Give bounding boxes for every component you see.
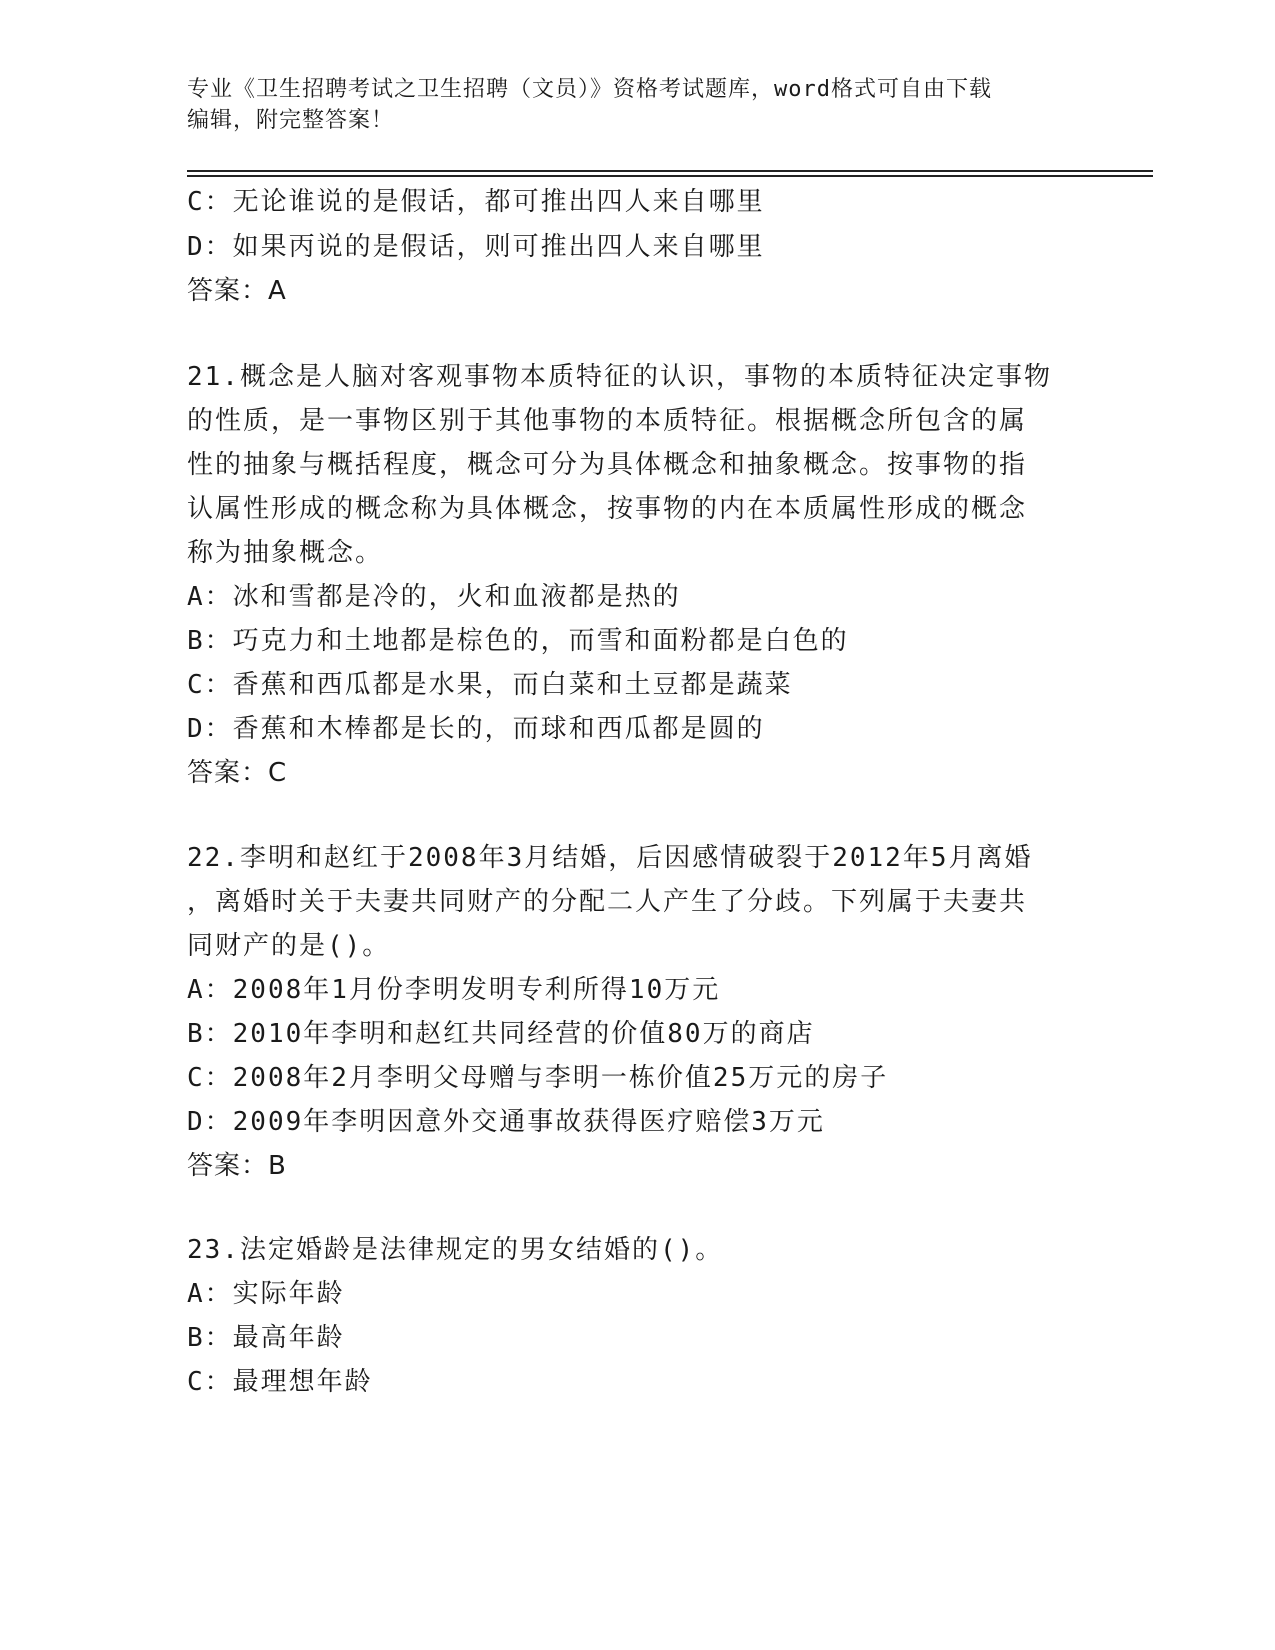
q21-option-c: C：香蕉和西瓜都是水果，而白菜和土豆都是蔬菜 <box>187 670 793 700</box>
q21-stem-line-3: 性的抽象与概括程度，概念可分为具体概念和抽象概念。按事物的指 <box>187 450 1028 480</box>
q21-answer: 答案：C <box>187 758 288 788</box>
q22-option-a: A：2008年1月份李明发明专利所得10万元 <box>187 975 721 1005</box>
q23-stem: 23.法定婚龄是法律规定的男女结婚的()。 <box>187 1235 724 1265</box>
q20-option-d: D：如果丙说的是假话，则可推出四人来自哪里 <box>187 232 765 262</box>
q21-stem-line-1: 21.概念是人脑对客观事物本质特征的认识，事物的本质特征决定事物 <box>187 362 1052 392</box>
q22-option-c: C：2008年2月李明父母赠与李明一栋价值25万元的房子 <box>187 1063 889 1093</box>
q22-stem-line-3: 同财产的是()。 <box>187 931 391 961</box>
q22-stem-line-1: 22.李明和赵红于2008年3月结婚，后因感情破裂于2012年5月离婚 <box>187 843 1033 873</box>
q21-stem-line-2: 的性质，是一事物区别于其他事物的本质特征。根据概念所包含的属 <box>187 406 1028 436</box>
header-rule-bottom <box>187 175 1153 177</box>
header-rule-top <box>187 170 1153 172</box>
document-header <box>187 74 1087 136</box>
q20-option-c: C：无论谁说的是假话，都可推出四人来自哪里 <box>187 187 765 217</box>
header-line-2: 编辑，附完整答案！ <box>187 108 395 133</box>
q21-option-b: B：巧克力和土地都是棕色的，而雪和面粉都是白色的 <box>187 626 849 656</box>
q21-option-d: D：香蕉和木棒都是长的，而球和西瓜都是圆的 <box>187 714 765 744</box>
header-line-1: 专业《卫生招聘考试之卫生招聘（文员）》资格考试题库，word格式可自由下载 <box>187 77 992 102</box>
q23-option-b: B：最高年龄 <box>187 1323 345 1353</box>
q22-answer: 答案：B <box>187 1151 287 1181</box>
q20-answer: 答案：A <box>187 276 287 306</box>
q22-stem-line-2: ，离婚时关于夫妻共同财产的分配二人产生了分歧。下列属于夫妻共 <box>187 887 1028 917</box>
q23-option-c: C：最理想年龄 <box>187 1367 373 1397</box>
q22-option-d: D：2009年李明因意外交通事故获得医疗赔偿3万元 <box>187 1107 825 1137</box>
q23-option-a: A：实际年龄 <box>187 1279 345 1309</box>
q21-stem-line-5: 称为抽象概念。 <box>187 538 384 568</box>
q21-stem-line-4: 认属性形成的概念称为具体概念，按事物的内在本质属性形成的概念 <box>187 494 1028 524</box>
q22-option-b: B：2010年李明和赵红共同经营的价值80万的商店 <box>187 1019 815 1049</box>
q21-option-a: A：冰和雪都是冷的，火和血液都是热的 <box>187 582 681 612</box>
